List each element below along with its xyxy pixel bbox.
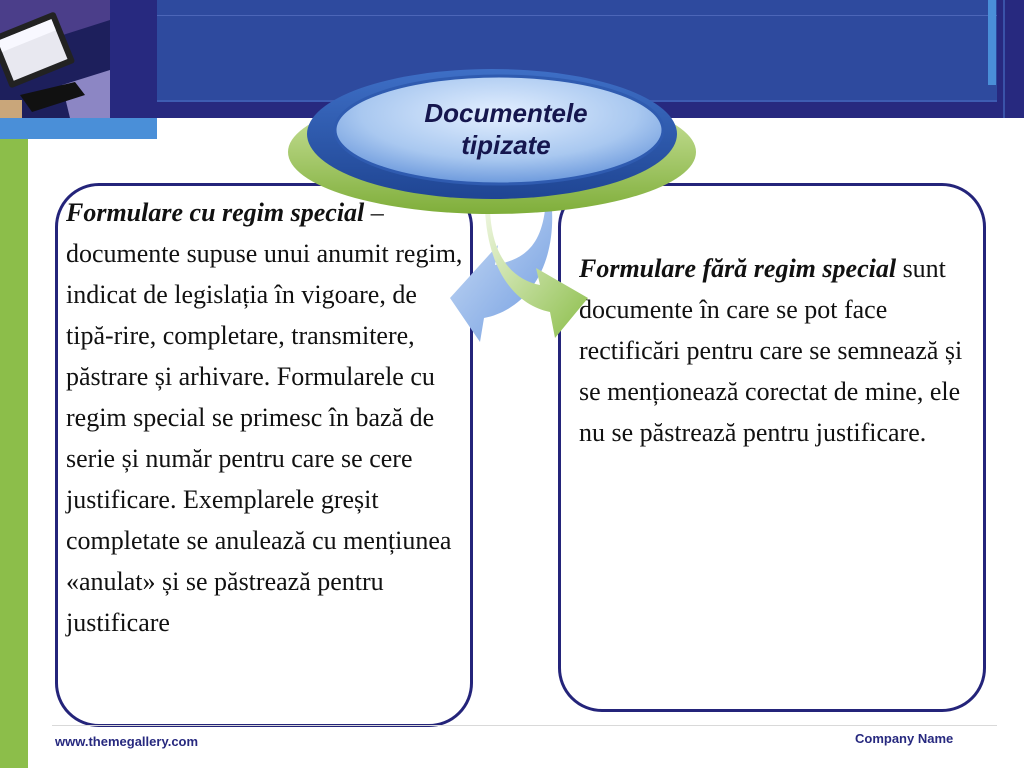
accent-strip-green xyxy=(0,139,28,768)
computer-logo-icon xyxy=(0,0,110,118)
diagram-title xyxy=(395,97,617,161)
header-accent-bar xyxy=(988,0,996,85)
header-divider xyxy=(157,15,997,16)
left-panel-body: – documente supuse unui anumit regim, indicat de legislația în vigoare, de tipă-rire, completare, transmitere, păstrare și arhivare. Formularele cu regim special se primesc în bază de serie și număr pentru care se cere justificare. Exemplarele greșit completate se anulează cu mențiunea «anulat» și se păstrează pentru justificare xyxy=(66,198,463,637)
left-panel-heading: Formulare cu regim special xyxy=(66,198,365,227)
right-panel-body: sunt documente în care se pot face rectificări pentru care se semnează și se menționează corectat de mine, ele nu se păstrează pentru justificare. xyxy=(579,254,963,447)
header-accent-line xyxy=(1003,0,1005,118)
footer-company-name: Company Name xyxy=(855,731,954,746)
footer-divider xyxy=(52,725,997,726)
footer-website-link[interactable]: www.themegallery.com xyxy=(55,734,199,749)
accent-strip-blue xyxy=(0,118,157,139)
right-panel-text xyxy=(579,248,977,453)
title-line-2: tipizate xyxy=(461,130,551,160)
right-panel-heading: Formulare fără regim special xyxy=(579,254,897,283)
title-line-1: Documentele xyxy=(424,98,588,128)
left-panel-text xyxy=(66,192,470,643)
